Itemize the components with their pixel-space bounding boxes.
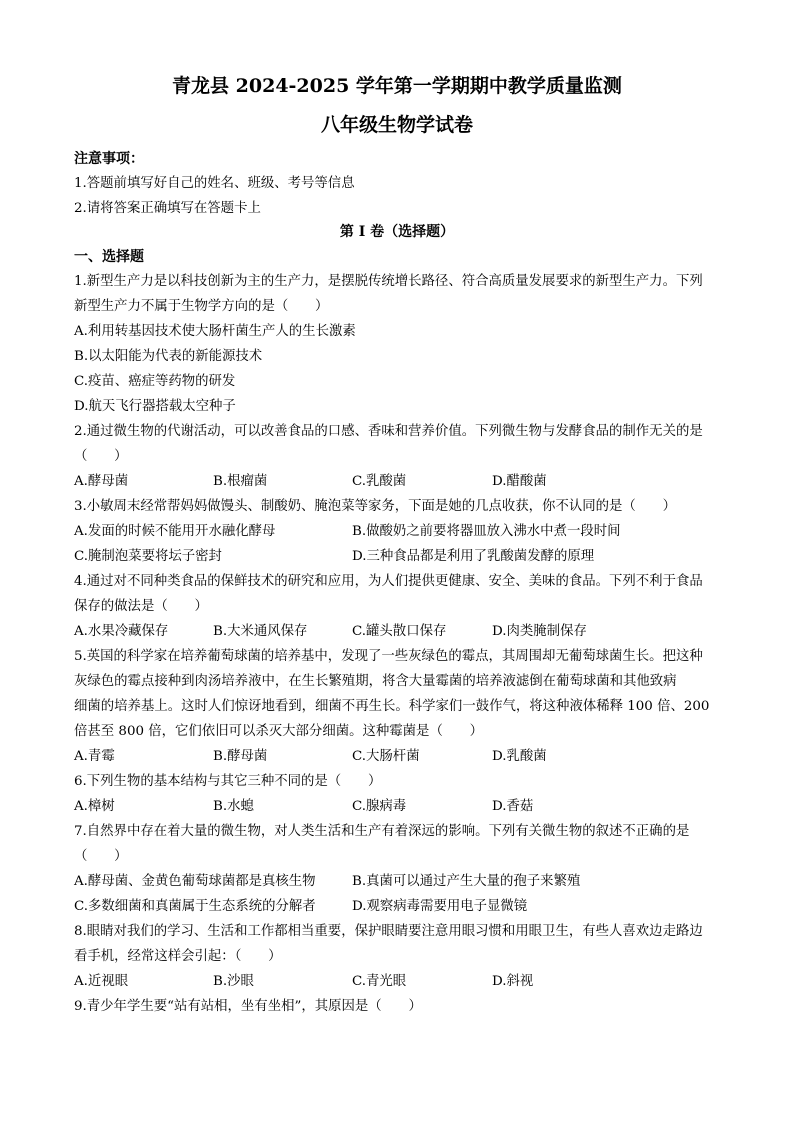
question-4-option-b: B.大米通风保存 xyxy=(213,624,308,639)
question-4-option-d: D.肉类腌制保存 xyxy=(492,624,587,639)
question-1-stem-line: 1.新型生产力是以科技创新为主的生产力，是摆脱传统增长路径、符合高质量发展要求的新型生产力。下列 xyxy=(74,274,703,289)
question-8-option-b: B.沙眼 xyxy=(213,974,254,989)
question-8-option-c: C.青光眼 xyxy=(352,974,407,989)
question-2-stem-line: 2.通过微生物的代谢活动，可以改善食品的口感、香味和营养价值。下列微生物与发酵食品的制作无关的是 xyxy=(74,424,703,439)
question-4-stem-line: 4.通过对不同种类食品的保鲜技术的研究和应用，为人们提供更健康、安全、美味的食品。下列不利于食品 xyxy=(74,574,703,589)
question-7-option-a: A.酵母菌、金黄色葡萄球菌都是真核生物 xyxy=(74,874,316,889)
question-7-option-c: C.多数细菌和真菌属于生态系统的分解者 xyxy=(74,899,316,914)
question-8-stem-line: 看手机，经常这样会引起：（ ） xyxy=(74,949,282,964)
question-1-option-d: D.航天飞行器搭载太空种子 xyxy=(74,399,236,414)
question-1-option-c: C.疫苗、癌症等药物的研发 xyxy=(74,374,236,389)
question-9-stem-line: 9.青少年学生要“站有站相，坐有坐相”，其原因是（ ） xyxy=(74,999,422,1014)
question-3-option-d: D.三种食品都是利用了乳酸菌发酵的原理 xyxy=(352,549,595,564)
question-7-option-d: D.观察病毒需要用电子显微镜 xyxy=(352,899,528,914)
question-5-option-b: B.酵母菌 xyxy=(213,749,268,764)
question-5-stem-line: 倍甚至 800 倍，它们依旧可以杀灭大部分细菌。这种霉菌是（ ） xyxy=(74,724,484,739)
section-title: 一、选择题 xyxy=(74,249,144,265)
question-3-option-a: A.发面的时候不能用开水融化酵母 xyxy=(74,524,276,539)
exam-title: 青龙县 2024-2025 学年第一学期期中教学质量监测 xyxy=(172,75,622,97)
question-6-option-d: D.香菇 xyxy=(492,799,534,814)
question-2-option-d: D.醋酸菌 xyxy=(492,474,547,489)
question-8-option-d: D.斜视 xyxy=(492,974,534,989)
question-4-stem-line: 保存的做法是（ ） xyxy=(74,599,208,614)
question-6-option-a: A.樟树 xyxy=(74,799,115,814)
question-5-option-d: D.乳酸菌 xyxy=(492,749,547,764)
question-6-stem-line: 6.下列生物的基本结构与其它三种不同的是（ ） xyxy=(74,774,382,789)
question-5-stem-line: 5.英国的科学家在培养葡萄球菌的培养基中，发现了一些灰绿色的霉点，其周围却无葡萄球菌生长。把这种 xyxy=(74,649,703,664)
question-8-stem-line: 8.眼睛对我们的学习、生活和工作都相当重要，保护眼睛要注意用眼习惯和用眼卫生，有些人喜欢边走路边 xyxy=(74,924,703,939)
question-8-option-a: A.近视眼 xyxy=(74,974,129,989)
question-2-option-b: B.根瘤菌 xyxy=(213,474,268,489)
exam-subtitle: 八年级生物学试卷 xyxy=(320,114,473,136)
question-5-stem-line: 细菌的培养基上。这时人们惊讶地看到，细菌不再生长。科学家们一鼓作气，将这种液体稀释 100 倍、200 xyxy=(74,699,710,714)
question-6-option-b: B.水螅 xyxy=(213,799,254,814)
notice-item: 1.答题前填写好自己的姓名、班级、考号等信息 xyxy=(74,176,355,191)
question-1-option-b: B.以太阳能为代表的新能源技术 xyxy=(74,349,263,364)
question-2-option-c: C.乳酸菌 xyxy=(352,474,407,489)
notice-item: 2.请将答案正确填写在答题卡上 xyxy=(74,201,261,216)
question-7-stem-line: （ ） xyxy=(74,849,128,864)
question-7-stem-line: 7.自然界中存在着大量的微生物，对人类生活和生产有着深远的影响。下列有关微生物的叙述不正确的是 xyxy=(74,824,690,839)
question-1-stem-line: 新型生产力不属于生物学方向的是（ ） xyxy=(74,299,329,314)
question-4-option-c: C.罐头散口保存 xyxy=(352,624,447,639)
part-title: 第 I 卷（选择题） xyxy=(339,224,455,240)
question-2-stem-line: （ ） xyxy=(74,449,128,464)
question-5-option-a: A.青霉 xyxy=(74,749,115,764)
notice-heading: 注意事项： xyxy=(74,151,144,167)
question-4-option-a: A.水果冷藏保存 xyxy=(74,624,169,639)
question-3-option-c: C.腌制泡菜要将坛子密封 xyxy=(74,549,222,564)
question-6-option-c: C.腺病毒 xyxy=(352,799,407,814)
question-1-option-a: A.利用转基因技术使大肠杆菌生产人的生长激素 xyxy=(74,324,356,339)
question-3-option-b: B.做酸奶之前要将器皿放入沸水中煮一段时间 xyxy=(352,524,621,539)
question-3-stem-line: 3.小敏周末经常帮妈妈做馒头、制酸奶、腌泡菜等家务，下面是她的几点收获，你不认同的是（ ） xyxy=(74,499,676,514)
question-7-option-b: B.真菌可以通过产生大量的孢子来繁殖 xyxy=(352,874,581,889)
question-2-option-a: A.酵母菌 xyxy=(74,474,129,489)
question-5-stem-line: 灰绿色的霉点接种到肉汤培养液中，在生长繁殖期，将含大量霉菌的培养液滤倒在葡萄球菌和其他致病 xyxy=(74,674,677,689)
question-5-option-c: C.大肠杆菌 xyxy=(352,749,420,764)
